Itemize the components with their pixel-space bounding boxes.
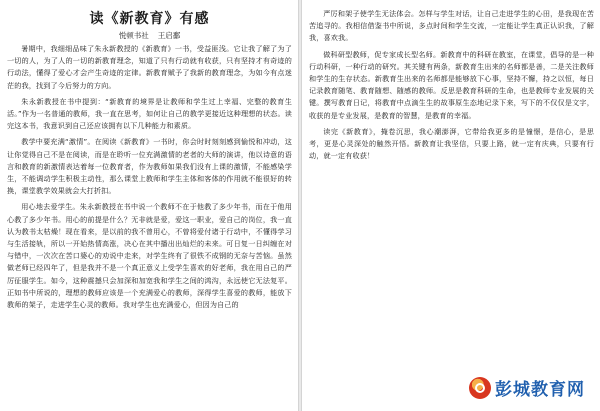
right-column xyxy=(309,8,594,166)
author-name: 王启鄱 xyxy=(157,31,181,40)
paragraph: 朱永新教授在书中提到：“新教育的境界是让教师和学生过上幸福、完整的教育生活。”作为一名普通的教师，我一直在思考，如何让自己的教学更接近这种理想的状态。读完这本书，我意识到自己还应该拥有以下几种能力和素质。 xyxy=(7,96,292,131)
page-title: 读《新教育》有感 xyxy=(89,11,210,27)
logo-icon xyxy=(469,377,491,399)
byline xyxy=(7,30,292,41)
watermark-logo xyxy=(466,374,588,401)
author-school: 悦顿书社 xyxy=(118,31,149,40)
paragraph: 严厉和架子使学生无法体会。怎样与学生对话，让自己走进学生的心田，是我现在苦苦追寻的。我相信借鉴书中所说，多点时间和学生交流，一定能让学生真正认识我，了解我，喜欢我。 xyxy=(309,9,594,43)
paragraph: 读完《新教育》，掩卷沉思，我心潮澎湃，它带给我更多的是憧憬，是信心，是思考，更是心灵深处的触然开悟。新教育让我坚信，只要上路，就一定有庆典，只要有行动，就一定有收获！ xyxy=(309,126,594,161)
watermark-text: 彭城教育网 xyxy=(495,380,585,400)
left-page xyxy=(0,0,298,411)
paragraph: 做科研型教师，促专家成长型名师。新教育中的科研在教室，在课堂，倡导的是一种行动科研，一种行动的研究。其关键有两条，新教育生出来的名师都是善，二是关注教师和学生的生存状态。新教育生出来的名师都是能够放下心事，坚持不懈，持之以恒，每日记录教育随笔、教育随想、随感的教师。反思是教育科研的生命，也是教师专业发展的关键。撰写教育日记，将教育中点滴生生的故事原生态地记录下来，写下的不仅仅是文字，收获的是专业发展，是教育的智慧，是教育的幸福。 xyxy=(309,49,594,120)
right-page xyxy=(302,0,600,411)
paragraph: 暑期中，我细细品味了朱永新教授的《新教育》一书，受益匪浅。它让我了解了为了一切的人，为了人的一切的新教育理念，知道了只有行动就有收获，只有坚持才有奇迹的行动法，懂得了爱心才会产生奇迹的定律。新教育赋予了我新的教育理念，为如今有点迷茫的我，找到了今后努力的方向。 xyxy=(7,44,292,90)
left-column xyxy=(7,8,292,315)
paragraph: 教学中要充满“激情”。在阅读《新教育》一书时，你会时时刻刻感到愉悦和冲动，这让你觉得自己不是在阅读，而是在聆听一位充满激情的老者的大师的演讲，他以诗意的语言和教育的新激情表达着每一位教育者，作为教师如果我们没有上课的激情，不能感染学生，不能调动学生积极主动性，那么课堂上教师和学生主体和客体的作用就不能很好的转换，课堂教学效果就会大打折扣。 xyxy=(7,137,292,196)
paragraph: 用心地去爱学生。朱永新教授在书中说一个教师不在于他教了多少年书，而在于他用心教了多少年书。用心的前提是什么？无非就是爱，爱这一职业，爱自己的岗位，我一直认为教书太枯燥！现在看来，是以前的我不曾用心，不曾将爱付诸于行动中，不懂得学习与生活接轨，所以一开始热情高涨，决心在其中播出出灿烂的未来。可日复一日纠缠在对与错中，一次次在苦口婆心的劝说中走来，对学生终有了很铁不成钢的无奈与苦恼。虽然做老师已经四年了，但是我并不是一个真正意义上受学生喜欢的好老师，我在用自己的严厉征服学生。如今，这种震撼只会加深和加宽我和学生之间的鸿沟，永远使它无法复平。正如书中所说的，理想的教师应该是一个充满爱心的教师，深得学生喜爱的教师，能放下教师的架子，走进学生心灵的教师。我对学生也充满爱心，但因为自己的 xyxy=(7,202,292,310)
